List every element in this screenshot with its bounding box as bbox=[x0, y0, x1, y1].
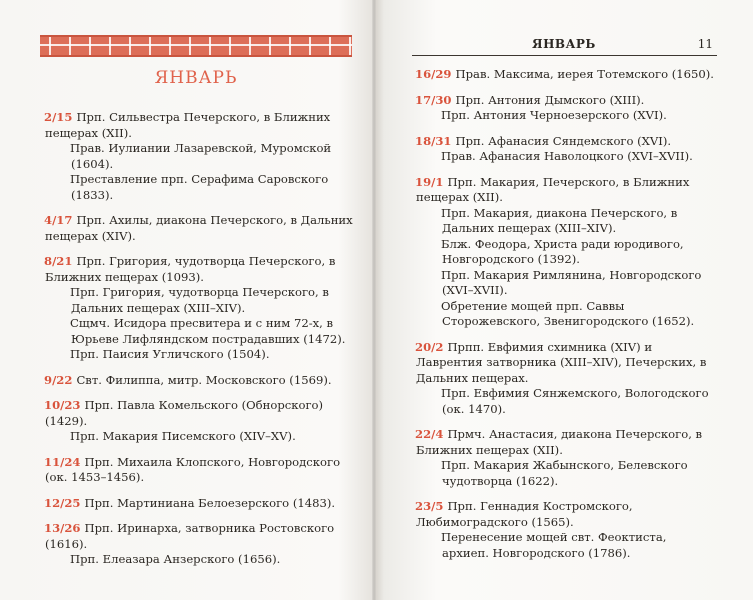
entry-text: Прп. Геннадия Костромского, Любимоградского (1565). bbox=[416, 499, 633, 529]
entry-first-line bbox=[45, 398, 365, 429]
entry-first-line bbox=[45, 110, 365, 141]
entry-text: Прп. Макария Римлянина, Новгородского (XVI–XVII). bbox=[441, 267, 702, 297]
entry-line bbox=[45, 316, 365, 347]
entry-line bbox=[45, 172, 365, 203]
calendar-entry bbox=[45, 455, 365, 486]
entry-line bbox=[45, 285, 365, 316]
left-entries bbox=[45, 110, 365, 578]
entry-text: Блж. Феодора, Христа ради юродивого, Новгородского (1392). bbox=[441, 236, 684, 266]
entry-first-line bbox=[416, 175, 716, 206]
calendar-entry bbox=[45, 110, 365, 203]
entry-text: Прп. Мартиниана Белоезерского (1483). bbox=[84, 495, 336, 510]
entry-line bbox=[416, 206, 716, 237]
running-head-title: ЯНВАРЬ bbox=[532, 37, 596, 51]
entry-text: Прп. Макария, диакона Печерского, в Дальних пещерах (XIII–XIV). bbox=[441, 205, 678, 235]
entry-text: Преставление прп. Серафима Саровского (1833). bbox=[70, 172, 329, 202]
entry-line bbox=[416, 530, 716, 561]
entry-line bbox=[45, 347, 365, 363]
entry-text: Прпп. Евфимия схимника (XIV) и Лаврентия затворника (XIII–XIV), Печерских, в Дальних пещерах. bbox=[416, 339, 707, 385]
entry-date: 10/23 bbox=[44, 398, 81, 412]
calendar-entry bbox=[45, 496, 365, 512]
entry-date: 8/21 bbox=[44, 254, 73, 268]
entry-first-line bbox=[416, 67, 716, 83]
entry-text: Прп. Павла Комельского (Обнорского) (1429). bbox=[45, 398, 324, 428]
entry-line bbox=[416, 108, 716, 124]
entry-text: Прп. Григория, чудотворца Печерского, в Ближних пещерах (1093). bbox=[45, 254, 336, 284]
calendar-entry bbox=[416, 499, 716, 561]
calendar-entry bbox=[416, 175, 716, 330]
entry-text: Прп. Евфимия Сянжемского, Вологодского (ок. 1470). bbox=[441, 386, 709, 416]
entry-line bbox=[45, 141, 365, 172]
entry-date: 19/1 bbox=[415, 174, 444, 189]
entry-text: Свт. Филиппа, митр. Московского (1569). bbox=[76, 372, 332, 387]
entry-date: 17/30 bbox=[415, 92, 452, 107]
entry-first-line bbox=[416, 427, 716, 458]
entry-first-line bbox=[45, 496, 365, 512]
calendar-entry bbox=[416, 93, 716, 124]
entry-date: 11/24 bbox=[44, 454, 81, 469]
entry-first-line bbox=[416, 134, 716, 150]
entry-text: Прав. Максима, иерея Тотемского (1650). bbox=[455, 67, 714, 81]
entry-date: 16/29 bbox=[415, 67, 452, 81]
entry-text: Обретение мощей прп. Саввы Сторожевского, Звенигородского (1652). bbox=[441, 298, 695, 328]
month-title: ЯНВАРЬ bbox=[154, 68, 238, 88]
entry-text: Прп. Афанасия Сяндемского (XVI). bbox=[455, 133, 672, 148]
entry-text: Прп. Макария Жабынского, Белевского чудотворца (1622). bbox=[441, 458, 688, 488]
calendar-entry bbox=[416, 340, 716, 418]
entry-line bbox=[416, 299, 716, 330]
entry-line bbox=[416, 237, 716, 268]
entry-text: Прп. Григория, чудотворца Печерского, в Дальних пещерах (XIII–XIV). bbox=[70, 285, 329, 315]
running-head bbox=[412, 37, 717, 56]
entry-date: 12/25 bbox=[44, 495, 81, 510]
decorative-ornament-band bbox=[40, 35, 352, 57]
calendar-entry bbox=[45, 213, 365, 244]
entry-line bbox=[416, 149, 716, 165]
entry-text: Прп. Антония Дымского (XIII). bbox=[455, 92, 645, 107]
entry-date: 9/22 bbox=[44, 372, 73, 387]
entry-text: Прп. Антония Черноезерского (XVI). bbox=[441, 108, 667, 122]
entry-line bbox=[416, 386, 716, 417]
entry-first-line bbox=[416, 340, 716, 387]
calendar-entry bbox=[45, 521, 365, 568]
calendar-entry bbox=[416, 67, 716, 83]
calendar-entry bbox=[416, 427, 716, 489]
entry-text: Прав. Иулиании Лазаревской, Муромской (1604). bbox=[70, 141, 332, 171]
entry-text: Прп. Михаила Клопского, Новгородского (ок. 1453–1456). bbox=[45, 454, 341, 484]
entry-date: 2/15 bbox=[44, 110, 73, 124]
calendar-entry bbox=[45, 373, 365, 389]
entry-line bbox=[45, 429, 365, 445]
calendar-entry bbox=[416, 134, 716, 165]
page-number: 11 bbox=[697, 37, 713, 51]
entry-text: Прмч. Анастасия, диакона Печерского, в Ближних пещерах (XII). bbox=[416, 427, 703, 457]
entry-line bbox=[45, 552, 365, 568]
right-entries bbox=[416, 67, 716, 571]
entry-date: 13/26 bbox=[44, 521, 81, 535]
entry-first-line bbox=[45, 254, 365, 285]
calendar-entry bbox=[45, 254, 365, 363]
entry-text: Прп. Ахилы, диакона Печерского, в Дальних пещерах (XIV). bbox=[45, 213, 353, 243]
calendar-entry bbox=[45, 398, 365, 445]
left-page bbox=[0, 0, 372, 600]
entry-text: Прав. Афанасия Наволоцкого (XVI–XVII). bbox=[441, 149, 693, 163]
entry-text: Перенесение мощей свт. Феоктиста, архиеп. Новгородского (1786). bbox=[441, 530, 667, 560]
entry-first-line bbox=[416, 499, 716, 530]
entry-line bbox=[416, 458, 716, 489]
entry-first-line bbox=[45, 455, 365, 486]
entry-first-line bbox=[45, 521, 365, 552]
entry-date: 22/4 bbox=[415, 427, 444, 441]
entry-first-line bbox=[45, 373, 365, 389]
entry-date: 4/17 bbox=[44, 213, 73, 227]
entry-date: 20/2 bbox=[415, 339, 444, 354]
entry-text: Прп. Паисия Угличского (1504). bbox=[70, 347, 270, 361]
entry-date: 18/31 bbox=[415, 133, 452, 148]
entry-first-line bbox=[416, 93, 716, 109]
entry-text: Прп. Макария, Печерского, в Ближних пещерах (XII). bbox=[416, 174, 690, 204]
entry-date: 23/5 bbox=[415, 499, 444, 513]
entry-text: Сщмч. Исидора пресвитера и с ним 72-х, в Юрьеве Лифляндском пострадавших (1472). bbox=[70, 316, 346, 346]
entry-line bbox=[416, 268, 716, 299]
entry-text: Прп. Макария Писемского (XIV–XV). bbox=[70, 429, 296, 443]
right-page bbox=[376, 0, 753, 600]
entry-text: Прп. Иринарха, затворника Ростовского (1616). bbox=[45, 521, 335, 551]
entry-text: Прп. Сильвестра Печерского, в Ближних пещерах (XII). bbox=[45, 110, 331, 140]
entry-first-line bbox=[45, 213, 365, 244]
entry-text: Прп. Елеазара Анзерского (1656). bbox=[70, 552, 281, 566]
